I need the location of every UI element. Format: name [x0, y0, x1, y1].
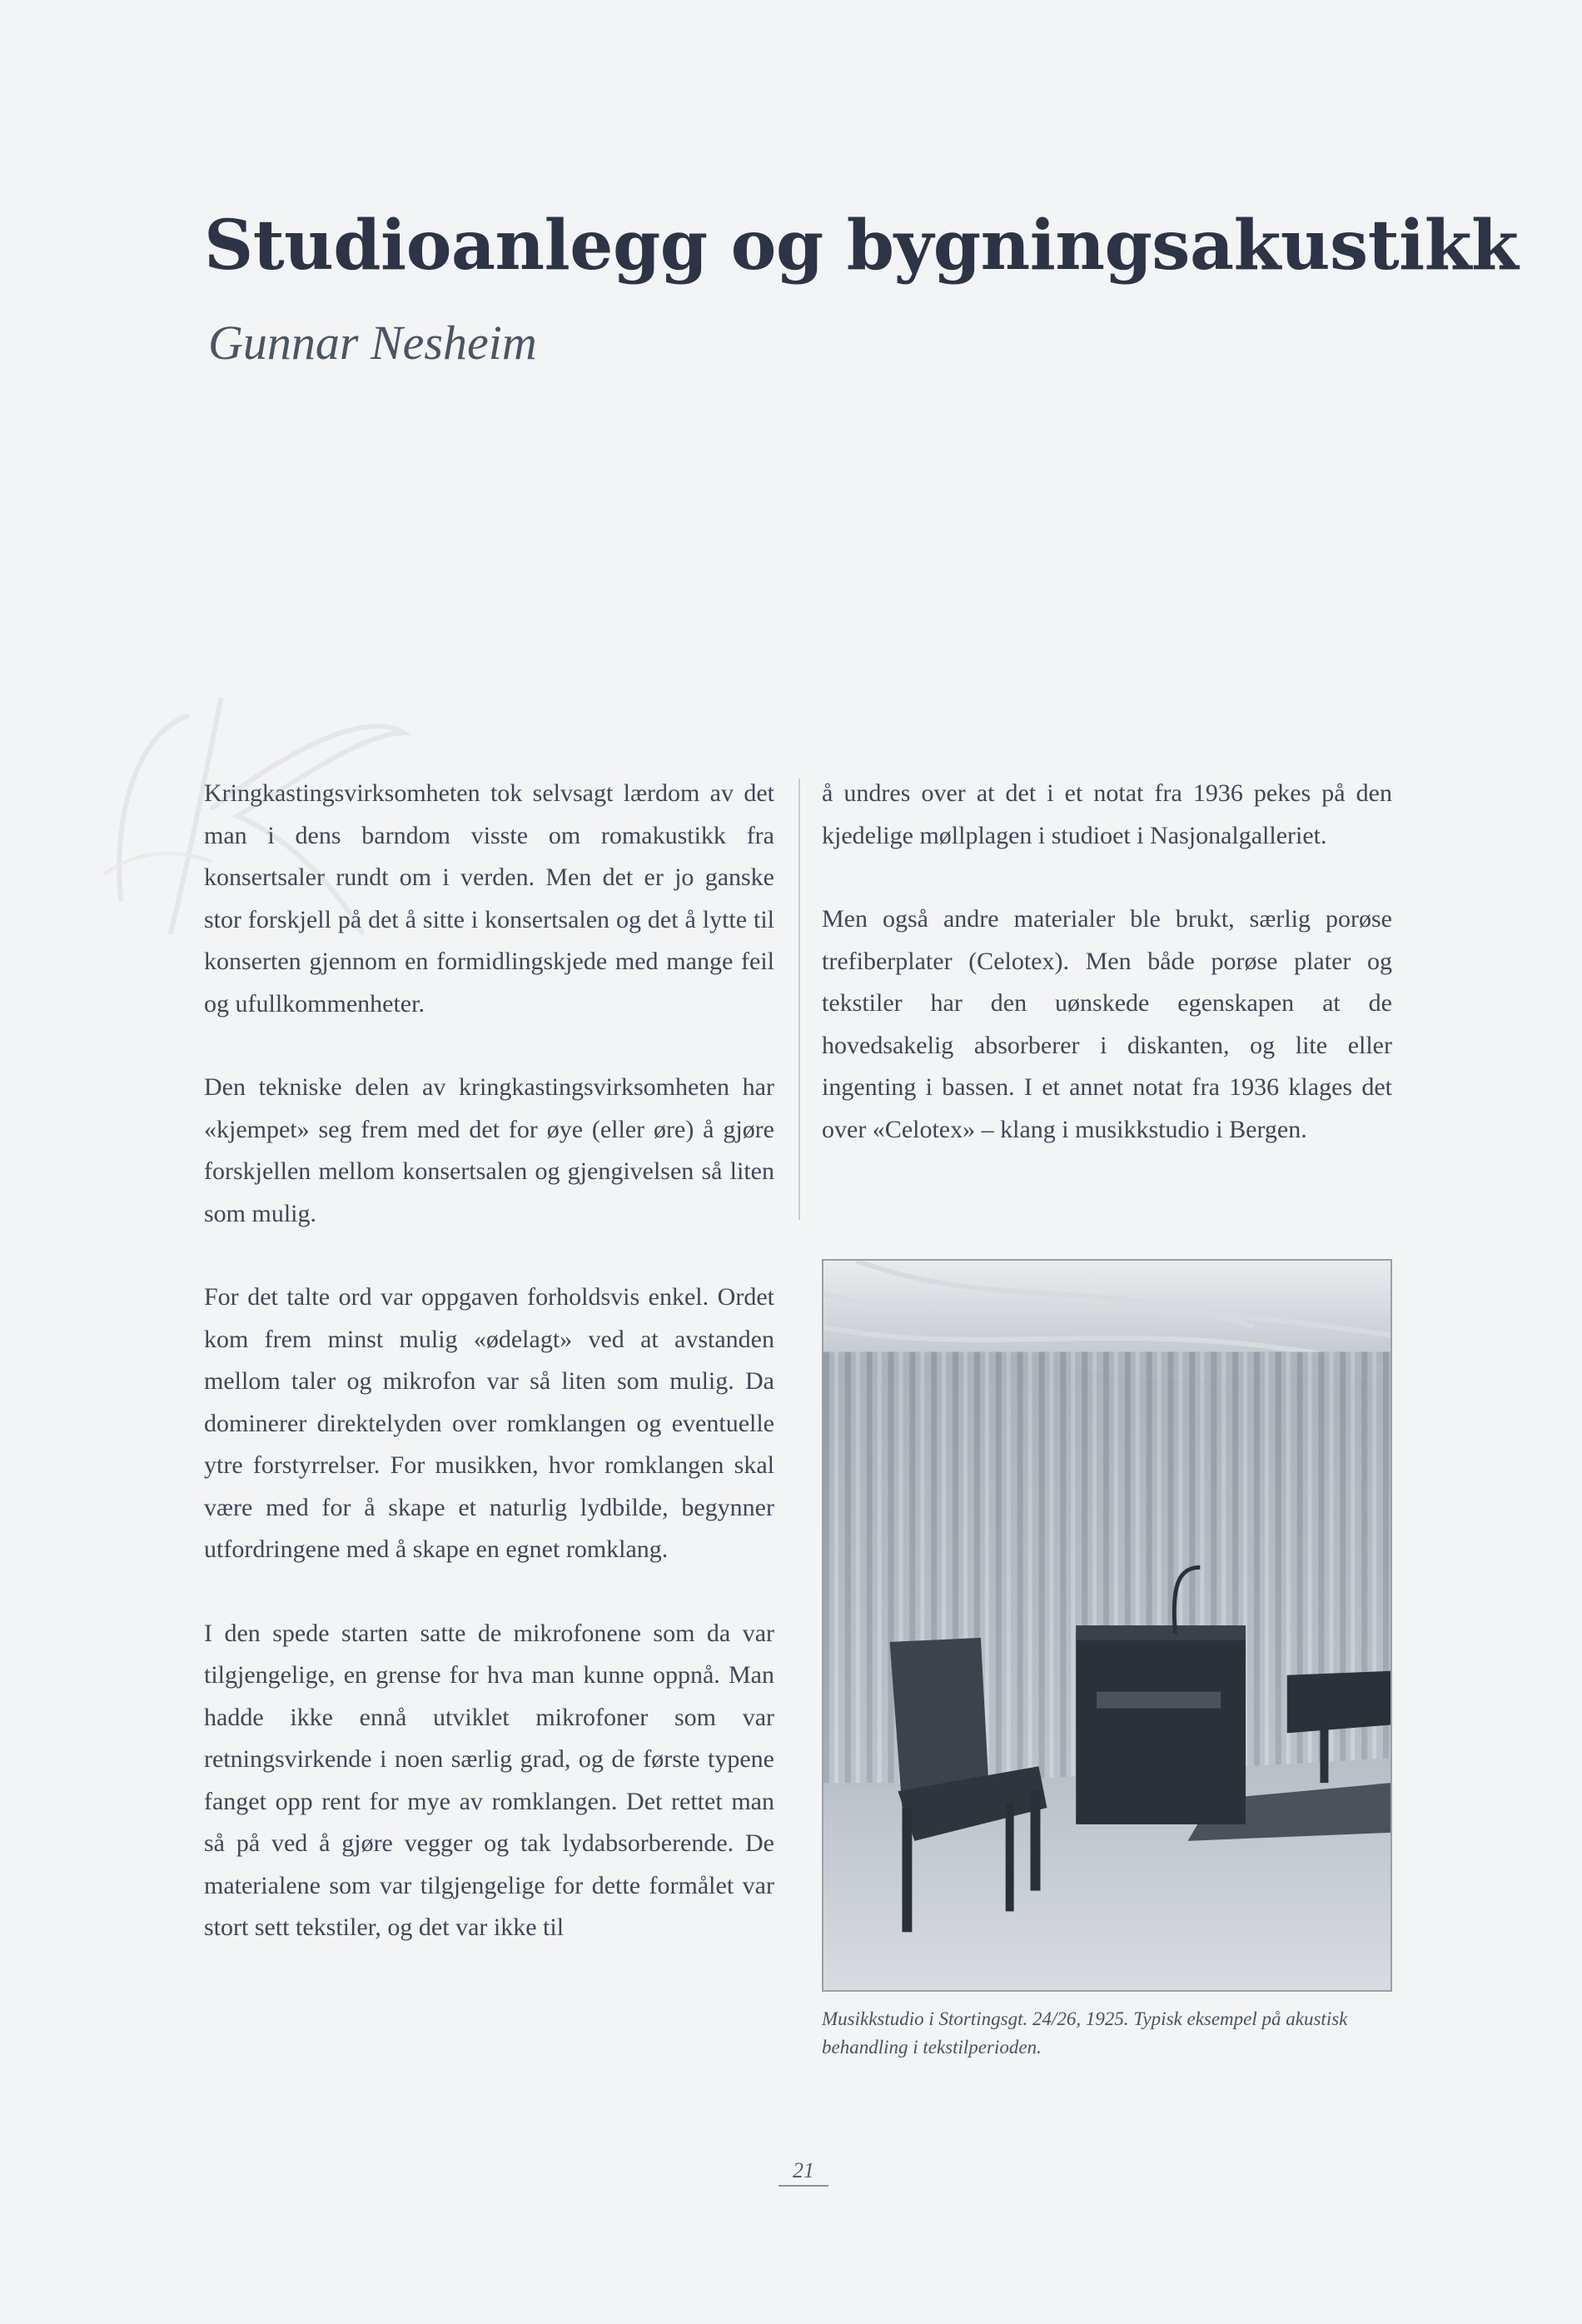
paragraph: For det talte ord var oppgaven forholdsvis enkel. Ordet kom frem minst mulig «ødelagt» ved at avstanden mellom taler og mikrofon var så liten som mulig. Da dominerer direktelyden over romklangen og eventuelle ytre forstyrrelser. For musikken, hvor romklangen skal være med for å skape et naturlig lydbilde, begynner utfordringene med å skape en egnet romklang. [204, 1283, 774, 1563]
article-author: Gunnar Nesheim [208, 316, 537, 370]
paragraph: Men også andre materialer ble brukt, særlig porøse trefiberplater (Celotex). Men både porøse plater og tekstiler har den uønskede egenskapen at de hovedsakelig absorberer i diskanten, og lite eller ingenting i bassen. I et annet notat fra 1936 klages det over «Celotex» – klang i musikkstudio i Bergen. [822, 905, 1392, 1143]
figure-caption: Musikkstudio i Stortingsgt. 24/26, 1925. Typisk eksempel på akustisk behandling i tekstilperioden. [822, 2008, 1348, 2058]
studio-photo [822, 1259, 1392, 1992]
paragraph: å undres over at det i et notat fra 1936 pekes på den kjedelige møllplagen i studioet i Nasjonalgalleriet. [822, 779, 1392, 849]
left-column [204, 773, 774, 1991]
paragraph: I den spede starten satte de mikrofonene som da var tilgjengelige, en grense for hva man kunne oppnå. Man hadde ikke ennå utviklet mikrofoner som var retningsvirkende i noen særlig grad, og de første typene fanget opp rent for mye av romklangen. Det rettet man så på ved å gjøre vegger og tak lydabsorberende. De materialene som var tilgjengelige for dette formålet var stort sett tekstiler, og det var ikke til [204, 1619, 774, 1941]
right-column [822, 773, 1392, 1192]
paragraph: Kringkastingsvirksomheten tok selvsagt lærdom av det man i dens barndom visste om romakustikk fra konsertsaler rundt om i verden. Men det er jo ganske stor forskjell på det å sitte i konsertsalen og det å lytte til konserten gjennom en formidlingskjede med mange feil og ufullkommenheter. [204, 779, 774, 1018]
studio-photo-illustration [823, 1261, 1390, 1990]
article-title: Studioanlegg og bygningsakustikk [204, 206, 1519, 286]
page-number: 21 [779, 2158, 828, 2187]
column-divider [798, 779, 800, 1220]
paragraph: Den tekniske delen av kringkastingsvirksomheten har «kjempet» seg frem med det for øye (eller øre) å gjøre forskjellen mellom konsertsalen og gjengivelsen så liten som mulig. [204, 1073, 774, 1227]
